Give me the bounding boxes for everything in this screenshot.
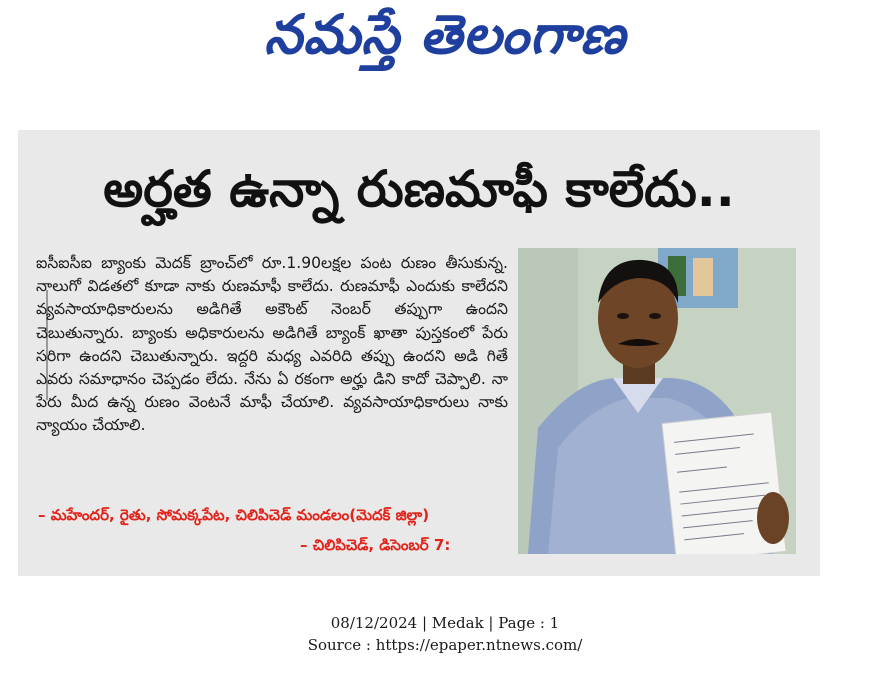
farmer-photo	[518, 248, 796, 554]
page-footer	[0, 612, 890, 656]
article-byline: – మహేందర్, రైతు, సోమక్కపేట, చిలిపిచెడ్ మండలం(మెదక్ జిల్లా)	[38, 506, 430, 524]
article-body: ఐసీఐసీఐ బ్యాంకు మెదక్ బ్రాంచ్‌లో రూ.1.90లక్షల పంట రుణం తీసుకున్న. నాలుగో విడతలో కూడా నాకు రుణమాఫీ కాలేదు. రుణమాఫీ ఎందుకు కాలేదని వ్యవసాయాధికారులను అడిగితే అకౌంట్ నెంబర్ తప్పుగా ఉందని చెబుతున్నారు. బ్యాంకు అధికారులను అడిగితే బ్యాంక్ ఖాతా పుస్తకంలో పేరు సరిగా ఉందని చెబుతున్నారు. ఇద్దరి మధ్య ఎవరిది తప్పు ఉందని అడి గితే ఎవరు సమాధానం చెప్పడం లేదు. నేను ఏ రకంగా అర్హు డిని కాదో చెప్పాలి. నా పేరు మీద ఉన్న రుణం వెంటనే మాఫీ చేయాలి. వ్యవసాయాధికారులు నాకు న్యాయం చేయాలి.	[36, 254, 508, 435]
source-info: Source : https://epaper.ntnews.com/	[307, 636, 583, 654]
article-dateline: – చిలిపిచెడ్, డిసెంబర్ 7:	[300, 536, 451, 554]
edition-info: 08/12/2024 | Medak | Page : 1	[330, 614, 560, 632]
article-headline: అర్హత ఉన్నా రుణమాఫీ కాలేదు..	[103, 159, 735, 218]
newspaper-masthead: నమస్తే తెలంగాణ	[264, 2, 626, 66]
farmer-photo-illustration	[518, 248, 796, 554]
